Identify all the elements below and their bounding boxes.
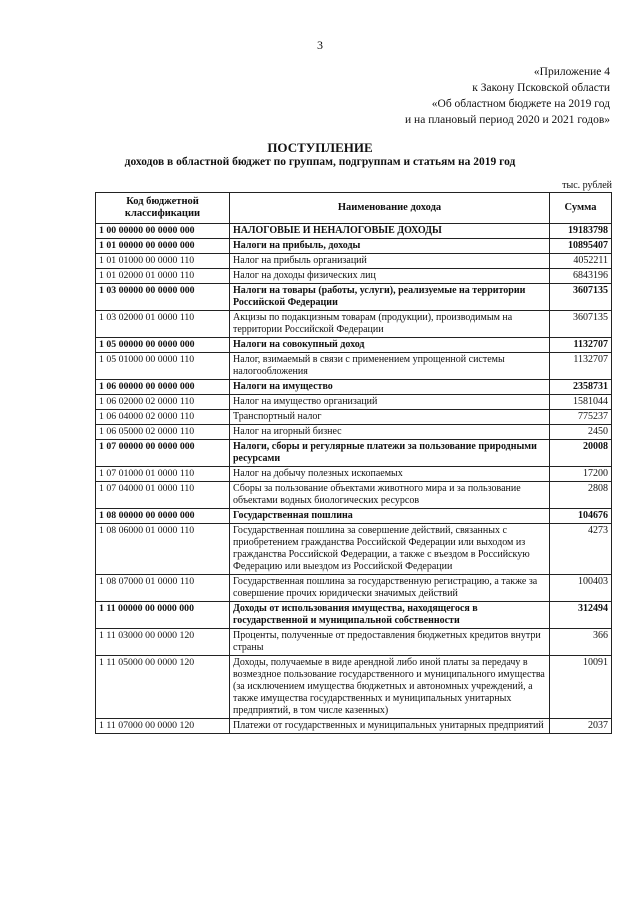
document-subtitle: доходов в областной бюджет по группам, подгруппам и статьям на 2019 год: [124, 156, 516, 168]
name-cell: Налог на доходы физических лиц: [230, 269, 550, 284]
code-cell: 1 11 00000 00 0000 000: [96, 602, 230, 629]
table-row: [96, 269, 612, 284]
table-row: [96, 311, 612, 338]
sum-cell: 6843196: [550, 269, 612, 284]
table-header-row: [96, 193, 612, 224]
code-cell: 1 01 02000 01 0000 110: [96, 269, 230, 284]
code-cell: 1 00 00000 00 0000 000: [96, 224, 230, 239]
table-row: [96, 425, 612, 440]
code-cell: 1 07 04000 01 0000 110: [96, 482, 230, 509]
code-cell: 1 11 07000 00 0000 120: [96, 719, 230, 734]
name-cell: Государственная пошлина за совершение действий, связанных с приобретением гражданства Российской Федерации или выходом из гражданства Российской Федерации, а также с въездом в Российскую Федерацию или выездом из Российской Федерации: [230, 524, 550, 575]
table-row: [96, 353, 612, 380]
sum-cell: 2358731: [550, 380, 612, 395]
table-row: [96, 575, 612, 602]
sum-cell: 4273: [550, 524, 612, 575]
name-cell: Налоги на прибыль, доходы: [230, 239, 550, 254]
sum-cell: 775237: [550, 410, 612, 425]
code-cell: 1 07 00000 00 0000 000: [96, 440, 230, 467]
code-cell: 1 11 03000 00 0000 120: [96, 629, 230, 656]
name-cell: Платежи от государственных и муниципальных унитарных предприятий: [230, 719, 550, 734]
table-row: [96, 629, 612, 656]
table-row: [96, 380, 612, 395]
code-cell: 1 08 00000 00 0000 000: [96, 509, 230, 524]
name-cell: Сборы за пользование объектами животного мира и за пользование объектами водных биологических ресурсов: [230, 482, 550, 509]
name-cell: Акцизы по подакцизным товарам (продукции), производимым на территории Российской Федерации: [230, 311, 550, 338]
sum-cell: 4052211: [550, 254, 612, 269]
table-row: [96, 602, 612, 629]
units-label: тыс. рублей: [562, 180, 612, 191]
code-cell: 1 07 01000 01 0000 110: [96, 467, 230, 482]
name-cell: Доходы от использования имущества, находящегося в государственной и муниципальной собственности: [230, 602, 550, 629]
sum-cell: 366: [550, 629, 612, 656]
header-name: Наименование дохода: [230, 193, 550, 224]
table-row: [96, 524, 612, 575]
table-row: [96, 467, 612, 482]
code-cell: 1 01 01000 00 0000 110: [96, 254, 230, 269]
table-row: [96, 410, 612, 425]
sum-cell: 17200: [550, 467, 612, 482]
name-cell: Налоги на совокупный доход: [230, 338, 550, 353]
code-cell: 1 08 06000 01 0000 110: [96, 524, 230, 575]
document-title: ПОСТУПЛЕНИЕ: [267, 140, 373, 155]
table-row: [96, 284, 612, 311]
name-cell: Налог на прибыль организаций: [230, 254, 550, 269]
table-row: [96, 338, 612, 353]
code-cell: 1 03 00000 00 0000 000: [96, 284, 230, 311]
table-row: [96, 395, 612, 410]
code-cell: 1 05 00000 00 0000 000: [96, 338, 230, 353]
table-row: [96, 239, 612, 254]
name-cell: Налоги на товары (работы, услуги), реализуемые на территории Российской Федерации: [230, 284, 550, 311]
income-table: [95, 192, 612, 734]
code-cell: 1 06 00000 00 0000 000: [96, 380, 230, 395]
annex-header: [405, 64, 610, 128]
table-row: [96, 224, 612, 239]
name-cell: Государственная пошлина: [230, 509, 550, 524]
table-row: [96, 509, 612, 524]
sum-cell: 10895407: [550, 239, 612, 254]
table-row: [96, 719, 612, 734]
code-cell: 1 06 02000 02 0000 110: [96, 395, 230, 410]
code-cell: 1 01 00000 00 0000 000: [96, 239, 230, 254]
table-row: [96, 482, 612, 509]
name-cell: Транспортный налог: [230, 410, 550, 425]
name-cell: Налог на игорный бизнес: [230, 425, 550, 440]
sum-cell: 20008: [550, 440, 612, 467]
header-sum: Сумма: [550, 193, 612, 224]
name-cell: Налог, взимаемый в связи с применением упрощенной системы налогообложения: [230, 353, 550, 380]
sum-cell: 2450: [550, 425, 612, 440]
annex-line: и на плановый период 2020 и 2021 годов»: [405, 114, 610, 126]
name-cell: Налог на имущество организаций: [230, 395, 550, 410]
code-cell: 1 08 07000 01 0000 110: [96, 575, 230, 602]
name-cell: Налоги на имущество: [230, 380, 550, 395]
sum-cell: 312494: [550, 602, 612, 629]
table-row: [96, 656, 612, 719]
sum-cell: 3607135: [550, 284, 612, 311]
table-body: [96, 224, 612, 734]
name-cell: Налоги, сборы и регулярные платежи за пользование природными ресурсами: [230, 440, 550, 467]
sum-cell: 104676: [550, 509, 612, 524]
header-code: Код бюджетной классификации: [96, 193, 230, 224]
code-cell: 1 06 05000 02 0000 110: [96, 425, 230, 440]
sum-cell: 1132707: [550, 353, 612, 380]
sum-cell: 19183798: [550, 224, 612, 239]
name-cell: НАЛОГОВЫЕ И НЕНАЛОГОВЫЕ ДОХОДЫ: [230, 224, 550, 239]
name-cell: Проценты, полученные от предоставления бюджетных кредитов внутри страны: [230, 629, 550, 656]
sum-cell: 1132707: [550, 338, 612, 353]
name-cell: Налог на добычу полезных ископаемых: [230, 467, 550, 482]
sum-cell: 10091: [550, 656, 612, 719]
annex-line: к Закону Псковской области: [472, 82, 610, 94]
name-cell: Доходы, получаемые в виде арендной либо иной платы за передачу в возмездное пользование государственного и муниципального имущества (за исключением имущества бюджетных и автономных учреждений, а также имущества государственных и муниципальных унитарных предприятий, в том числе казенных): [230, 656, 550, 719]
table-row: [96, 440, 612, 467]
sum-cell: 2808: [550, 482, 612, 509]
code-cell: 1 03 02000 01 0000 110: [96, 311, 230, 338]
page-number: 3: [317, 38, 323, 52]
annex-line: «Приложение 4: [533, 66, 610, 78]
code-cell: 1 06 04000 02 0000 110: [96, 410, 230, 425]
code-cell: 1 05 01000 00 0000 110: [96, 353, 230, 380]
sum-cell: 1581044: [550, 395, 612, 410]
sum-cell: 3607135: [550, 311, 612, 338]
annex-line: «Об областном бюджете на 2019 год: [431, 98, 610, 110]
name-cell: Государственная пошлина за государственную регистрацию, а также за совершение прочих юридически значимых действий: [230, 575, 550, 602]
code-cell: 1 11 05000 00 0000 120: [96, 656, 230, 719]
sum-cell: 2037: [550, 719, 612, 734]
sum-cell: 100403: [550, 575, 612, 602]
table-row: [96, 254, 612, 269]
